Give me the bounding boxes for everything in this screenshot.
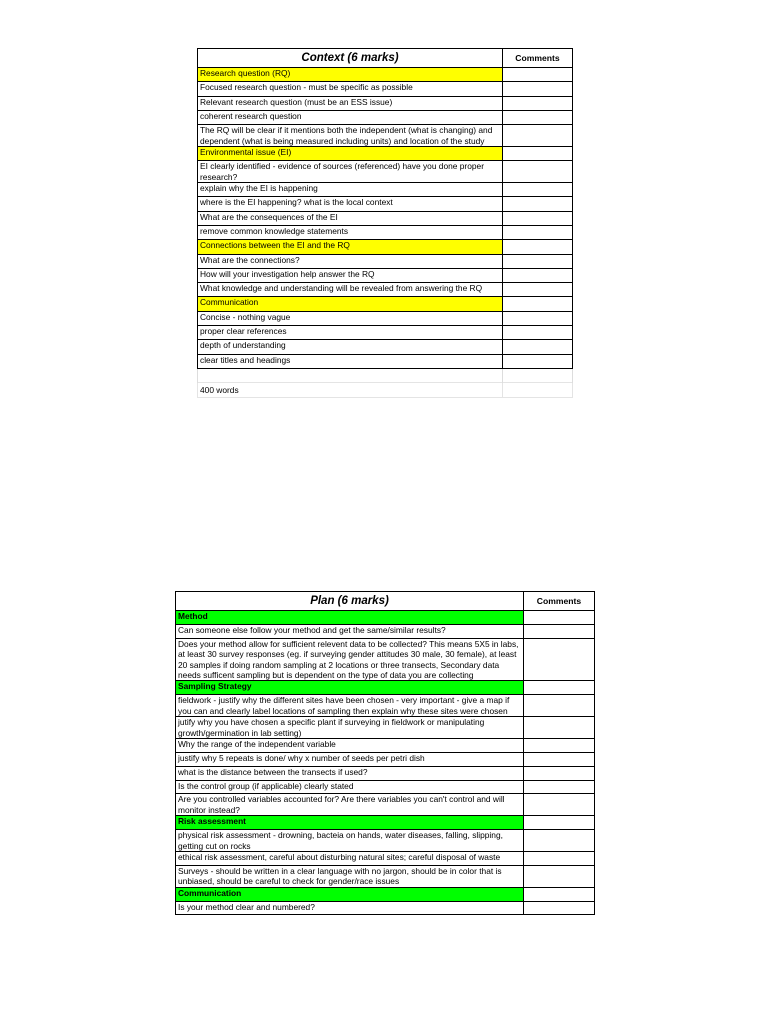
plan-criterion-row — [176, 695, 595, 717]
context-criterion-row — [198, 268, 573, 282]
section-heading: Communication — [176, 887, 524, 901]
section-heading: Method — [176, 611, 524, 625]
comment-cell[interactable] — [503, 268, 573, 282]
criterion-text: justify why 5 repeats is done/ why x number of seeds per petri dish — [176, 752, 524, 766]
criterion-text: Are you controlled variables accounted for? Are there variables you can't control and will monitor instead? — [176, 794, 524, 816]
plan-section-row — [176, 816, 595, 830]
context-criterion-row — [198, 211, 573, 225]
context-criterion-row — [198, 110, 573, 124]
spacer-row — [198, 368, 573, 382]
plan-criterion-row — [176, 738, 595, 752]
plan-criterion-row — [176, 901, 595, 915]
comment-cell[interactable] — [503, 226, 573, 240]
context-section-row — [198, 297, 573, 311]
context-criterion-row — [198, 226, 573, 240]
criterion-text: depth of understanding — [198, 340, 503, 354]
context-criterion-row — [198, 283, 573, 297]
criterion-text: explain why the EI is happening — [198, 183, 503, 197]
section-heading: Sampling Strategy — [176, 681, 524, 695]
context-criterion-row — [198, 254, 573, 268]
criterion-text: How will your investigation help answer the RQ — [198, 268, 503, 282]
context-section-row — [198, 147, 573, 161]
criterion-text: clear titles and headings — [198, 354, 503, 368]
spacer-cell — [503, 368, 573, 382]
section-heading: Communication — [198, 297, 503, 311]
context-section-row — [198, 68, 573, 82]
criterion-text: Concise - nothing vague — [198, 311, 503, 325]
comment-cell[interactable] — [503, 82, 573, 96]
comment-cell[interactable] — [524, 681, 595, 695]
criterion-text: EI clearly identified - evidence of sources (referenced) have you done proper research? — [198, 161, 503, 183]
comment-cell[interactable] — [503, 68, 573, 82]
plan-criterion-row — [176, 852, 595, 866]
comment-cell[interactable] — [503, 147, 573, 161]
plan-criterion-row — [176, 624, 595, 638]
comment-cell[interactable] — [503, 161, 573, 183]
context-criterion-row — [198, 354, 573, 368]
criterion-text: The RQ will be clear if it mentions both the independent (what is changing) and dependent (what is being measured including units) and location of the study — [198, 125, 503, 147]
criterion-text: Focused research question - must be specific as possible — [198, 82, 503, 96]
plan-section-row — [176, 611, 595, 625]
plan-criterion-row — [176, 794, 595, 816]
criterion-text: What are the consequences of the EI — [198, 211, 503, 225]
comment-cell[interactable] — [503, 211, 573, 225]
criterion-text: what is the distance between the transects if used? — [176, 766, 524, 780]
comment-cell[interactable] — [503, 354, 573, 368]
comment-cell[interactable] — [503, 254, 573, 268]
criterion-text: Why the range of the independent variable — [176, 738, 524, 752]
criterion-text: Can someone else follow your method and get the same/similar results? — [176, 624, 524, 638]
comment-cell[interactable] — [524, 717, 595, 739]
comment-cell[interactable] — [524, 638, 595, 681]
plan-title: Plan (6 marks) — [176, 592, 524, 611]
spacer-cell — [198, 368, 503, 382]
criterion-text: coherent research question — [198, 110, 503, 124]
plan-criterion-row — [176, 638, 595, 681]
criterion-text: Is the control group (if applicable) clearly stated — [176, 780, 524, 794]
comment-cell[interactable] — [503, 96, 573, 110]
comment-cell[interactable] — [503, 183, 573, 197]
criterion-text: jutify why you have chosen a specific plant if surveying in fieldwork or manipulating growth/germination in lab setting) — [176, 717, 524, 739]
comment-cell[interactable] — [524, 738, 595, 752]
section-heading: Environmental issue (EI) — [198, 147, 503, 161]
comment-cell[interactable] — [524, 887, 595, 901]
criterion-text: ethical risk assessment, careful about disturbing natural sites; careful disposal of waste — [176, 852, 524, 866]
comment-cell[interactable] — [524, 865, 595, 887]
plan-criterion-row — [176, 766, 595, 780]
criterion-text: What are the connections? — [198, 254, 503, 268]
plan-section-row — [176, 681, 595, 695]
criterion-text: What knowledge and understanding will be revealed from answering the RQ — [198, 283, 503, 297]
criterion-text: Surveys - should be written in a clear language with no jargon, should be in color that is unbiased, should be careful to check for gender/race issues — [176, 865, 524, 887]
context-criterion-row — [198, 311, 573, 325]
plan-rubric-table — [175, 591, 595, 915]
context-section-row — [198, 240, 573, 254]
context-criterion-row — [198, 96, 573, 110]
comment-cell[interactable] — [524, 816, 595, 830]
comment-cell[interactable] — [524, 695, 595, 717]
section-heading: Risk assessment — [176, 816, 524, 830]
context-criterion-row — [198, 161, 573, 183]
context-title: Context (6 marks) — [198, 49, 503, 68]
comment-cell[interactable] — [524, 852, 595, 866]
comment-cell[interactable] — [503, 110, 573, 124]
context-criterion-row — [198, 125, 573, 147]
criterion-text: remove common knowledge statements — [198, 226, 503, 240]
comment-cell[interactable] — [503, 326, 573, 340]
word-limit-row — [198, 382, 573, 397]
comment-cell[interactable] — [503, 297, 573, 311]
criterion-text: fieldwork - justify why the different sites have been chosen - very important - give a map if you can and clearly label locations of sampling then explain why these sites were chosen — [176, 695, 524, 717]
context-criterion-row — [198, 82, 573, 96]
criterion-text: Is your method clear and numbered? — [176, 901, 524, 915]
criterion-text: Relevant research question (must be an ESS issue) — [198, 96, 503, 110]
section-heading: Connections between the EI and the RQ — [198, 240, 503, 254]
context-rubric-table — [197, 48, 573, 398]
comment-cell[interactable] — [524, 611, 595, 625]
section-heading: Research question (RQ) — [198, 68, 503, 82]
comment-cell[interactable] — [524, 752, 595, 766]
comment-cell[interactable] — [503, 340, 573, 354]
comment-cell[interactable] — [503, 197, 573, 211]
plan-criterion-row — [176, 830, 595, 852]
criterion-text: physical risk assessment - drowning, bacteia on hands, water diseases, falling, slipping, getting cut on rocks — [176, 830, 524, 852]
context-criterion-row — [198, 197, 573, 211]
plan-criterion-row — [176, 717, 595, 739]
context-criterion-row — [198, 183, 573, 197]
comment-cell[interactable] — [503, 283, 573, 297]
criterion-text: proper clear references — [198, 326, 503, 340]
context-comments-header: Comments — [503, 49, 573, 68]
plan-criterion-row — [176, 780, 595, 794]
word-limit: 400 words — [198, 382, 503, 397]
comment-cell — [503, 382, 573, 397]
comment-cell[interactable] — [524, 901, 595, 915]
plan-section-row — [176, 887, 595, 901]
comment-cell[interactable] — [524, 830, 595, 852]
comment-cell[interactable] — [524, 780, 595, 794]
comment-cell[interactable] — [503, 240, 573, 254]
criterion-text: where is the EI happening? what is the local context — [198, 197, 503, 211]
comment-cell[interactable] — [524, 766, 595, 780]
comment-cell[interactable] — [524, 794, 595, 816]
context-criterion-row — [198, 340, 573, 354]
context-criterion-row — [198, 326, 573, 340]
comment-cell[interactable] — [524, 624, 595, 638]
plan-comments-header: Comments — [524, 592, 595, 611]
plan-criterion-row — [176, 752, 595, 766]
plan-criterion-row — [176, 865, 595, 887]
comment-cell[interactable] — [503, 125, 573, 147]
comment-cell[interactable] — [503, 311, 573, 325]
criterion-text: Does your method allow for sufficient relevent data to be collected? This means 5X5 in labs, at least 30 survey responses (eg. if surveying gender attitudes 30 male, 30 female), at least 20 samples if doing random sampling at 2 locations or three transects, Secondary data needs sufficent sampling but is dependent on the type of data you are collecting — [176, 638, 524, 681]
